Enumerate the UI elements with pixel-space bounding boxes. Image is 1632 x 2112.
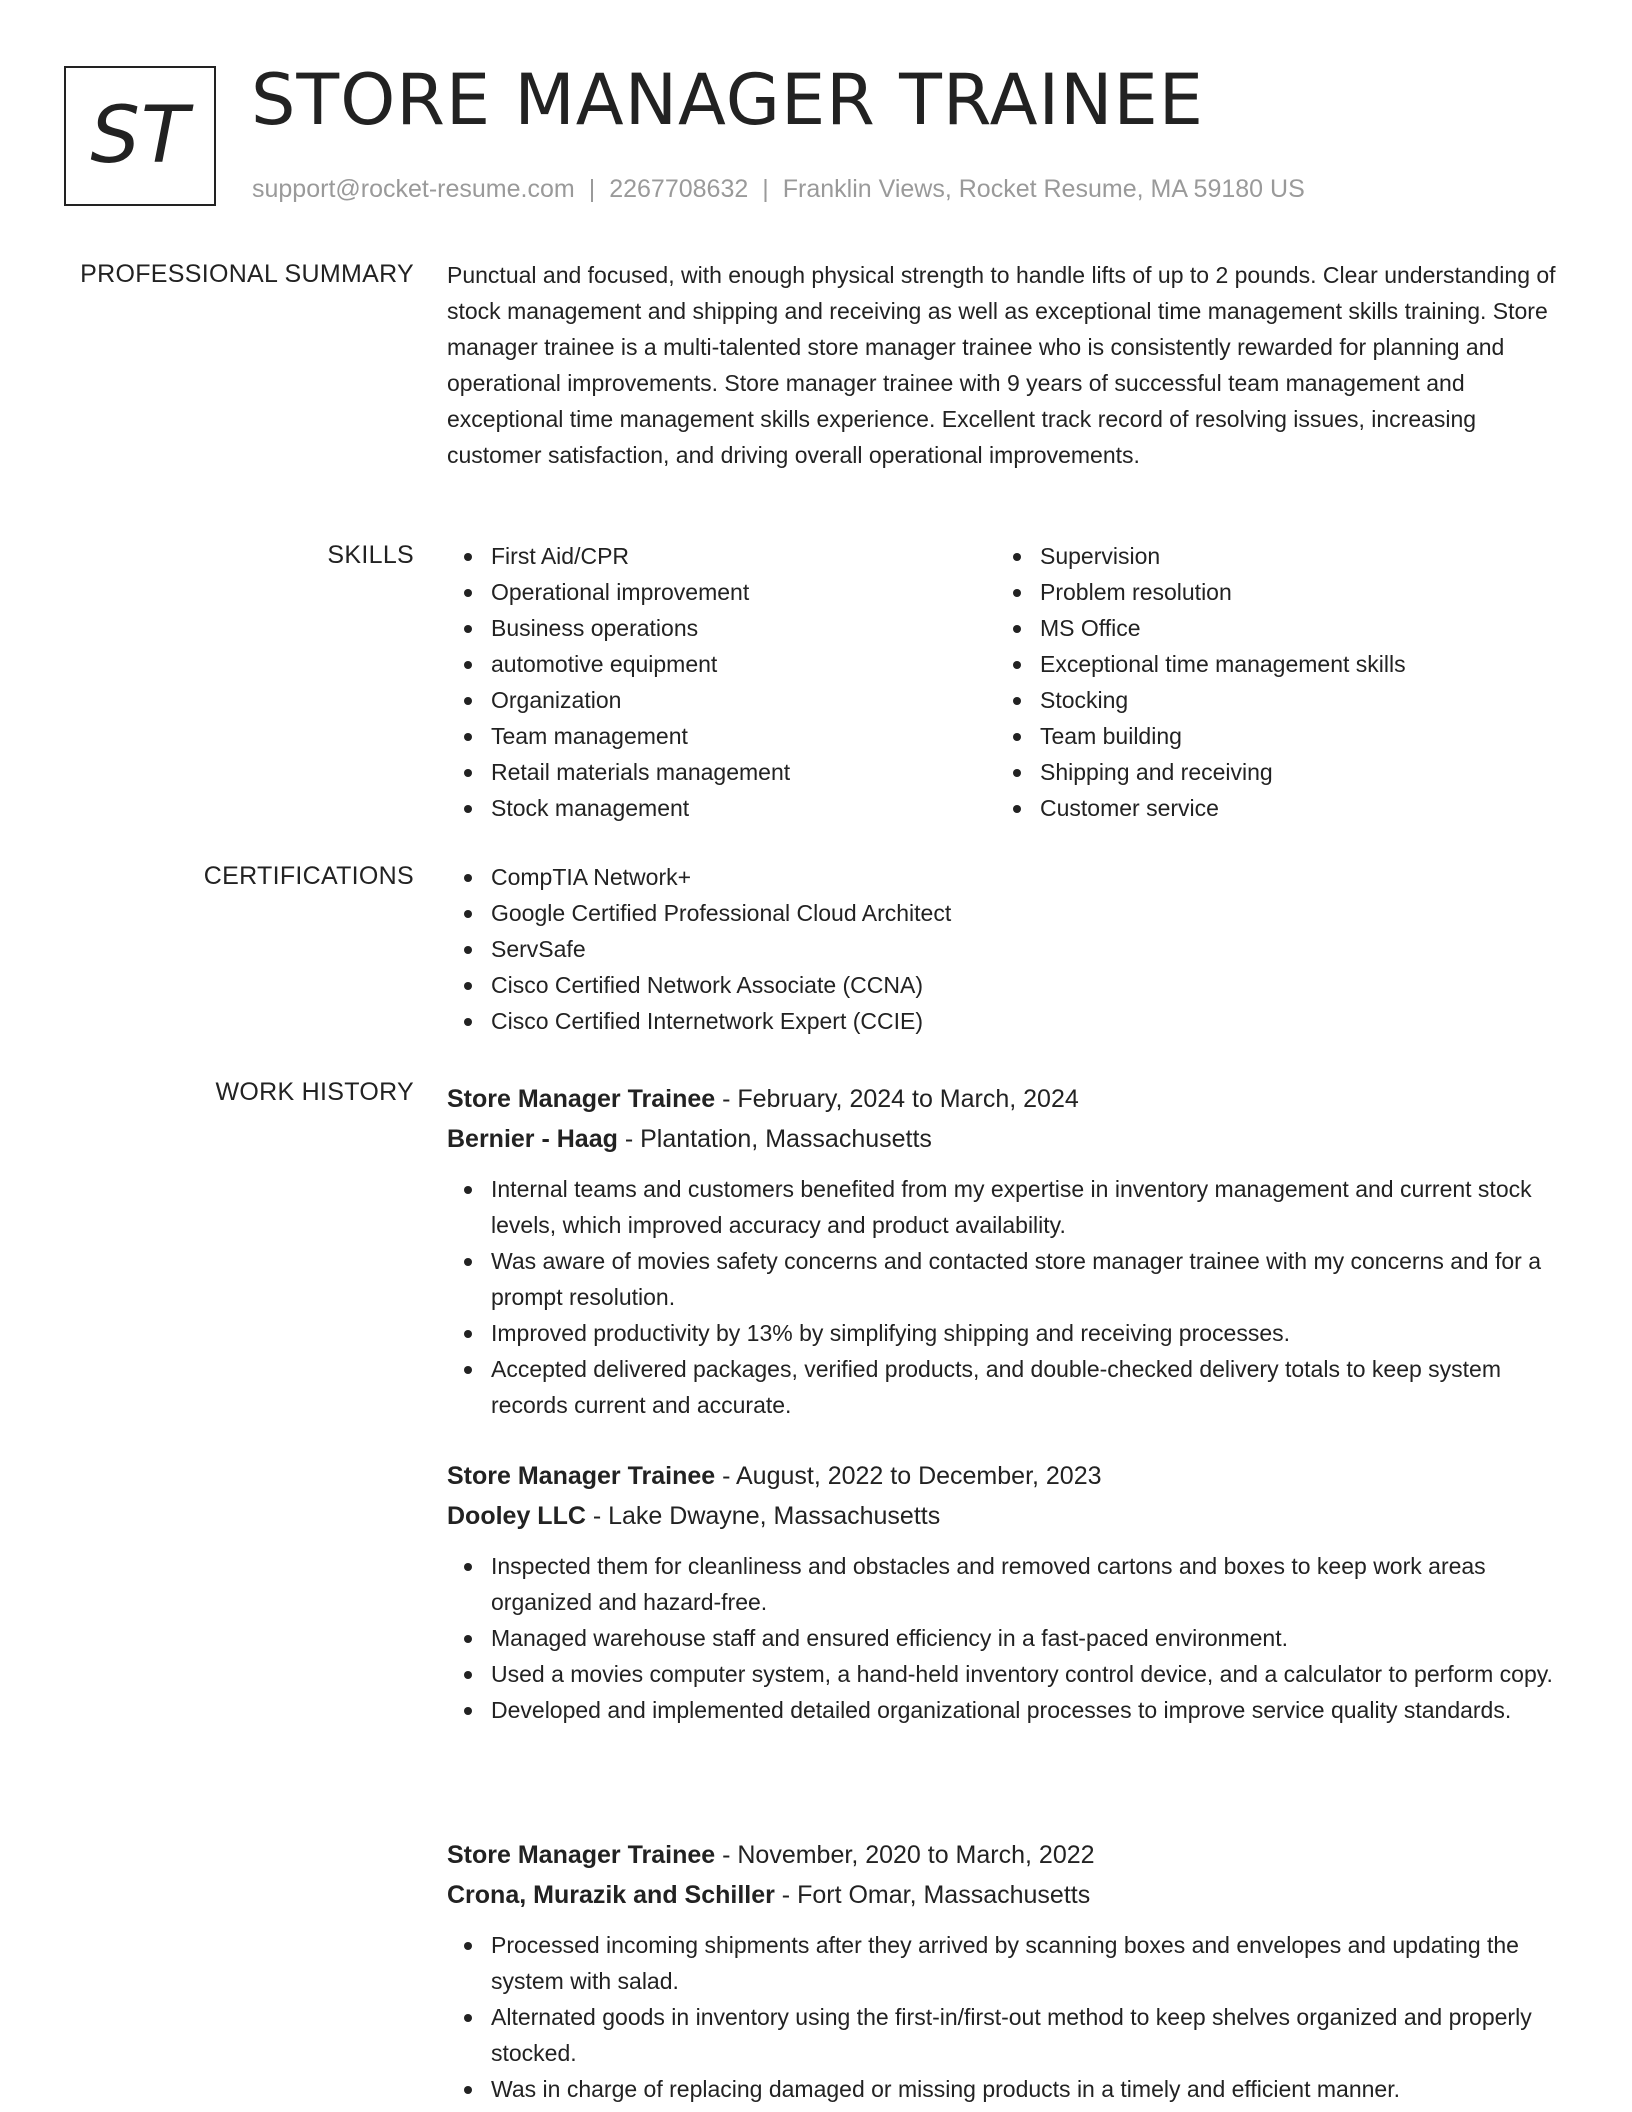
job-duty-item: Managed warehouse staff and ensured efficiency in a fast-paced environment. (447, 1620, 1567, 1656)
job-duty-item: Developed and implemented detailed organizational processes to improve service quality standards. (447, 1692, 1567, 1728)
contact-separator: | (588, 175, 596, 203)
summary-heading: PROFESSIONAL SUMMARY (80, 260, 414, 288)
skill-item: Business operations (447, 610, 996, 646)
job-duties-list (447, 1548, 1567, 1728)
job-dates: - November, 2020 to March, 2022 (715, 1841, 1095, 1869)
job-dates: - February, 2024 to March, 2024 (715, 1085, 1079, 1113)
job-duty-item: Alternated goods in inventory using the first-in/first-out method to keep shelves organized and properly stocked. (447, 1999, 1567, 2071)
skill-item: Team management (447, 718, 996, 754)
skill-item: Supervision (996, 538, 1545, 574)
job-company-line (447, 1875, 1567, 1915)
job-company-line (447, 1119, 1567, 1159)
contact-separator: | (762, 175, 769, 203)
job-company-line (447, 1496, 1567, 1536)
contact-email[interactable]: support@rocket-resume.com (252, 175, 575, 203)
job-duty-item: Internal teams and customers benefited from my expertise in inventory management and current stock levels, which improved accuracy and product availability. (447, 1171, 1567, 1243)
skill-item: First Aid/CPR (447, 538, 996, 574)
summary-section (447, 257, 1567, 473)
job-location: - Plantation, Massachusetts (617, 1125, 932, 1153)
job-location: - Fort Omar, Massachusetts (774, 1881, 1091, 1909)
work-history-heading: WORK HISTORY (215, 1078, 414, 1106)
monogram-box (64, 66, 216, 206)
contact-phone[interactable]: 2267708632 (609, 175, 749, 203)
job-title: Store Manager Trainee (447, 1841, 716, 1869)
job-company: Crona, Murazik and Schiller (447, 1881, 775, 1909)
certification-item: Google Certified Professional Cloud Architect (447, 895, 1567, 931)
skill-item: Operational improvement (447, 574, 996, 610)
skill-item: Exceptional time management skills (996, 646, 1545, 682)
job-duty-item: Inspected them for cleanliness and obstacles and removed cartons and boxes to keep work areas organized and hazard-free. (447, 1548, 1567, 1620)
job-title-line (447, 1079, 1567, 1119)
certification-item: Cisco Certified Internetwork Expert (CCIE) (447, 1003, 1567, 1039)
skill-item: automotive equipment (447, 646, 996, 682)
job-duties-list (447, 1171, 1567, 1423)
skills-section (447, 538, 1567, 826)
job-duty-item: Improved productivity by 13% by simplifying shipping and receiving processes. (447, 1315, 1567, 1351)
job-duty-item: Accepted delivered packages, verified products, and double-checked delivery totals to keep system records current and accurate. (447, 1351, 1567, 1423)
job-duty-item: Used a movies computer system, a hand-held inventory control device, and a calculator to perform copy. (447, 1656, 1567, 1692)
job-company: Bernier - Haag (447, 1125, 618, 1153)
skill-item: Stock management (447, 790, 996, 826)
job-dates: - August, 2022 to December, 2023 (715, 1462, 1102, 1490)
skill-item: Stocking (996, 682, 1545, 718)
skill-item: MS Office (996, 610, 1545, 646)
skill-item: Retail materials management (447, 754, 996, 790)
job-entry (447, 1835, 1567, 2107)
skills-heading: SKILLS (327, 541, 414, 569)
contact-address: Franklin Views, Rocket Resume, MA 59180 US (782, 175, 1305, 203)
job-location: - Lake Dwayne, Massachusetts (585, 1502, 941, 1530)
skill-item: Organization (447, 682, 996, 718)
job-entry (447, 1079, 1567, 1423)
skill-item: Shipping and receiving (996, 754, 1545, 790)
skills-list-right (996, 538, 1545, 826)
certifications-heading: CERTIFICATIONS (203, 862, 414, 890)
skill-item: Team building (996, 718, 1545, 754)
job-entry (447, 1456, 1567, 1728)
certifications-section (447, 859, 1567, 1039)
job-duty-item: Processed incoming shipments after they arrived by scanning boxes and envelopes and updating the system with salad. (447, 1927, 1567, 1999)
job-company: Dooley LLC (447, 1502, 586, 1530)
contact-line (252, 172, 1305, 206)
summary-text: Punctual and focused, with enough physical strength to handle lifts of up to 2 pounds. Clear understanding of stock management and shipping and receiving as well as exceptional time management skills training. Store manager trainee is a multi-talented store manager trainee who is consistently rewarded for planning and operational improvements. Store manager trainee with 9 years of successful team management and exceptional time management skills experience. Excellent track record of resolving issues, increasing customer satisfaction, and driving overall operational improvements. (447, 262, 1556, 468)
skill-item: Customer service (996, 790, 1545, 826)
certification-item: CompTIA Network+ (447, 859, 1567, 895)
resume-name: STORE MANAGER TRAINEE (251, 59, 1204, 141)
certification-item: ServSafe (447, 931, 1567, 967)
job-title-line (447, 1456, 1567, 1496)
job-duty-item: Was aware of movies safety concerns and contacted store manager trainee with my concerns and for a prompt resolution. (447, 1243, 1567, 1315)
job-title: Store Manager Trainee (447, 1085, 716, 1113)
skill-item: Problem resolution (996, 574, 1545, 610)
monogram-initials: ST (90, 91, 190, 181)
certifications-list (447, 859, 1567, 1039)
job-duty-item: Was in charge of replacing damaged or missing products in a timely and efficient manner. (447, 2071, 1567, 2107)
job-title: Store Manager Trainee (447, 1462, 716, 1490)
job-duties-list (447, 1927, 1567, 2107)
job-title-line (447, 1835, 1567, 1875)
skills-list-left (447, 538, 996, 826)
certification-item: Cisco Certified Network Associate (CCNA) (447, 967, 1567, 1003)
